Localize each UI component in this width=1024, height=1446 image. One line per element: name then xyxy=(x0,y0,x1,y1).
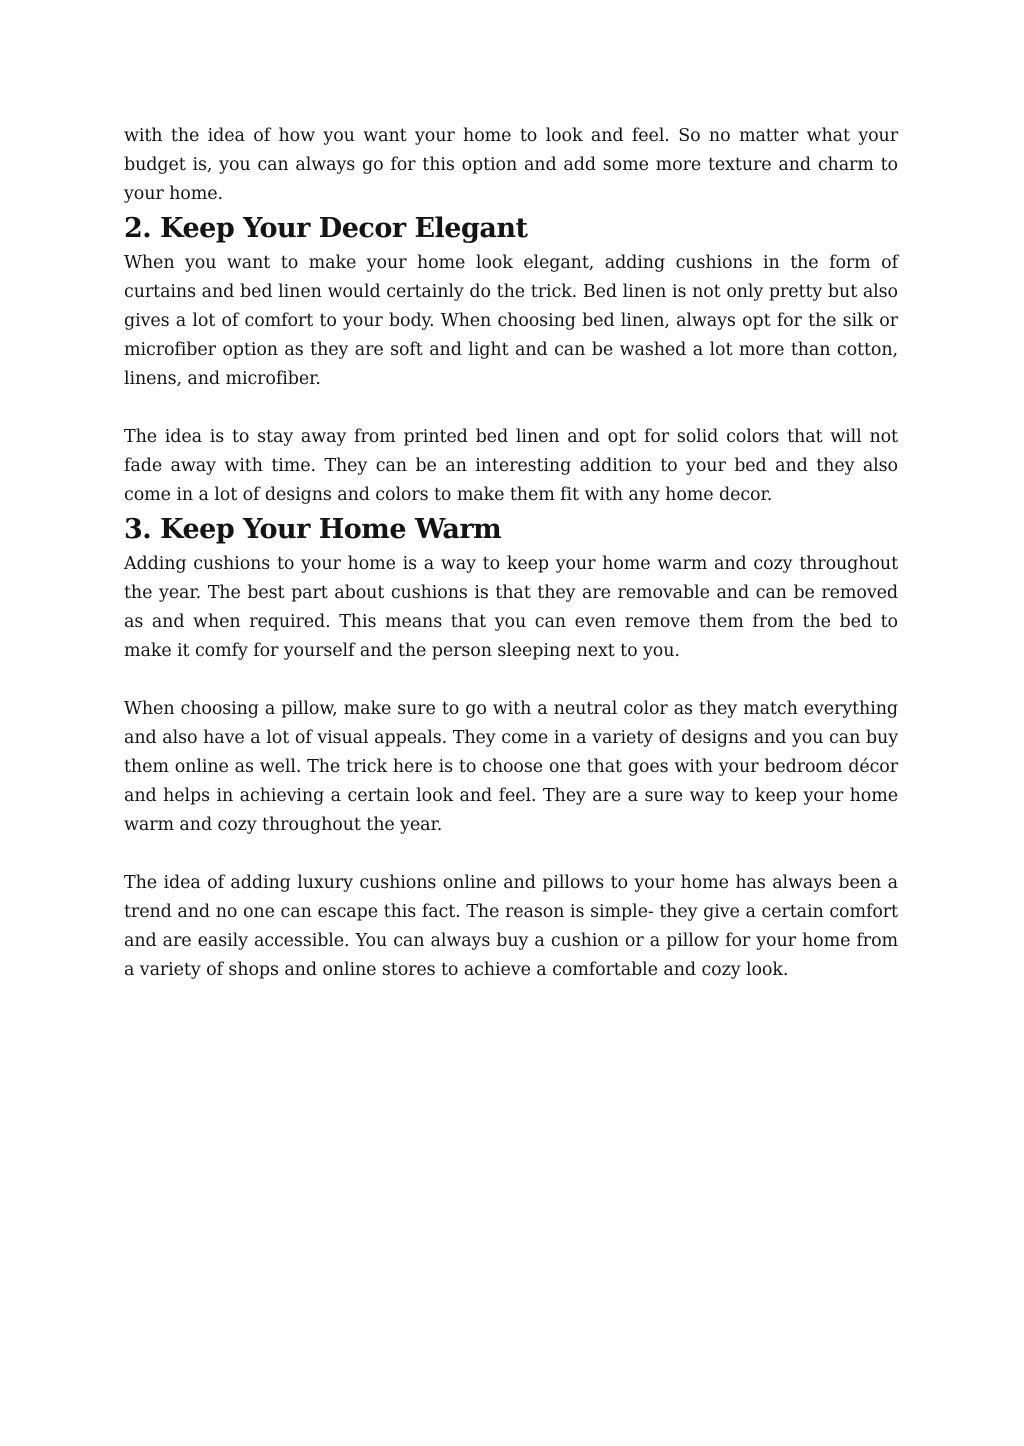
document-page xyxy=(124,122,898,985)
section-paragraph: Adding cushions to your home is a way to keep your home warm and cozy throughout the year. The best part about cushions is that they are removable and can be removed as and when required. This means that you can even remove them from the bed to make it comfy for yourself and the person sleeping next to you. xyxy=(124,554,898,661)
section-paragraph: The idea is to stay away from printed bed linen and opt for solid colors that will not fade away with time. They can be an interesting addition to your bed and they also come in a lot of designs and colors to make them fit with any home decor. xyxy=(124,427,898,505)
section-paragraph: When you want to make your home look elegant, adding cushions in the form of curtains and bed linen would certainly do the trick. Bed linen is not only pretty but also gives a lot of comfort to your body. When choosing bed linen, always opt for the silk or microfiber option as they are soft and light and can be washed a lot more than cotton, linens, and microfiber. xyxy=(124,253,898,389)
section-paragraph: The idea of adding luxury cushions online and pillows to your home has always been a trend and no one can escape this fact. The reason is simple- they give a certain comfort and are easily accessible. You can always buy a cushion or a pillow for your home from a variety of shops and online stores to achieve a comfortable and cozy look. xyxy=(124,873,898,980)
section-heading-decor-elegant: 2. Keep Your Decor Elegant xyxy=(124,213,528,244)
section-paragraph: When choosing a pillow, make sure to go with a neutral color as they match everything and also have a lot of visual appeals. They come in a variety of designs and you can buy them online as well. The trick here is to choose one that goes with your bedroom décor and helps in achieving a certain look and feel. They are a sure way to keep your home warm and cozy throughout the year. xyxy=(124,699,898,835)
section-heading-home-warm: 3. Keep Your Home Warm xyxy=(124,514,502,545)
intro-paragraph: with the idea of how you want your home to look and feel. So no matter what your budget is, you can always go for this option and add some more texture and charm to your home. xyxy=(124,126,898,204)
